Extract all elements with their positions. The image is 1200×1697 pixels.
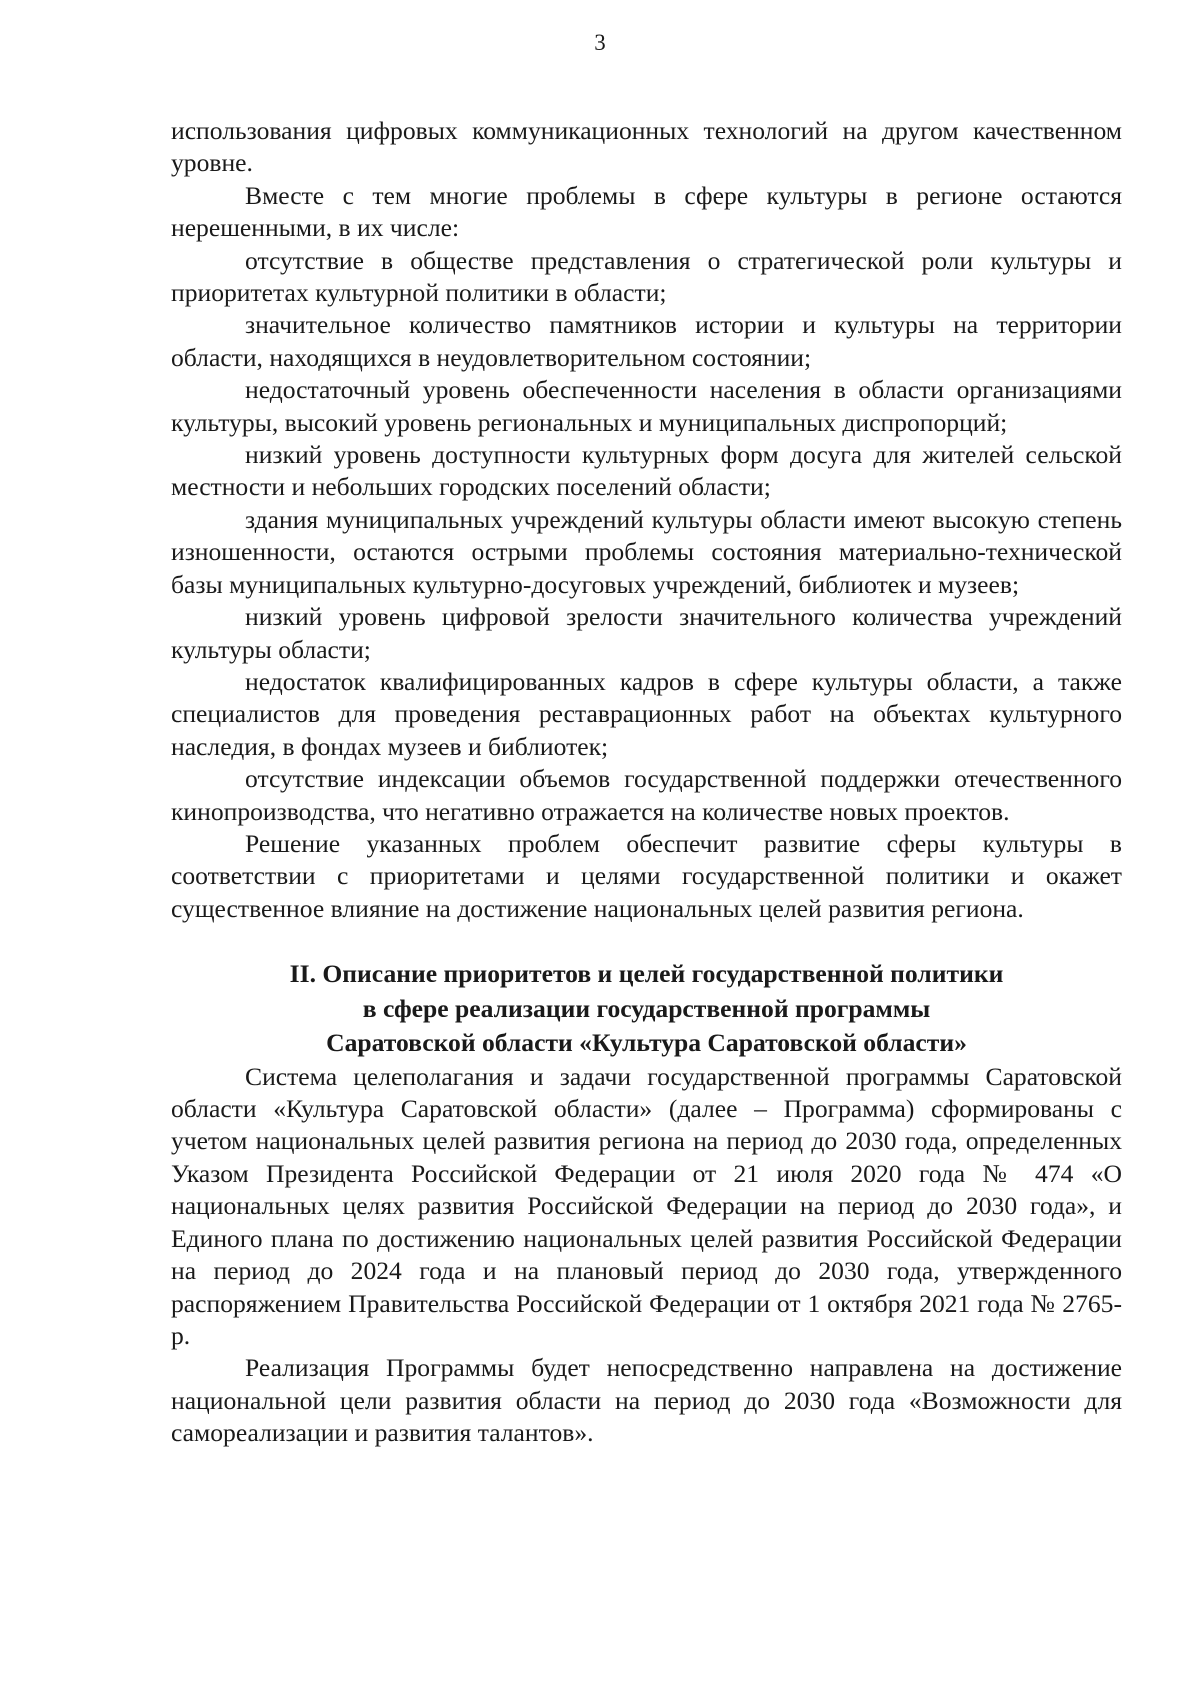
list-item-problem: низкий уровень доступности культурных форм досуга для жителей сельской местности и небольших городских поселений области; [171,440,1122,502]
list-item-problem: недостаточный уровень обеспеченности населения в области организациями культуры, высокий уровень региональных и муниципальных диспропорций; [171,375,1122,437]
paragraph-conclusion: Решение указанных проблем обеспечит развитие сферы культуры в соответствии с приоритетами и целями государственной политики и окажет существенное влияние на достижение национальных целей развития региона. [171,828,1122,923]
section-heading-line: в сфере реализации государственной программы [362,993,931,1023]
list-item-problem: отсутствие в обществе представления о стратегической роли культуры и приоритетах культурной политики в области; [171,245,1122,308]
document-body [171,115,1122,1450]
page-number: 3 [594,30,606,55]
section-heading-line: II. Описание приоритетов и целей государственной политики [289,959,1004,989]
list-item-problem: здания муниципальных учреждений культуры области имеют высокую степень изношенности, остаются острыми проблемы состояния материально-технической базы муниципальных культурно-досуговых учреждений, библиотек и музеев; [171,504,1122,599]
list-item-problem: низкий уровень цифровой зрелости значительного количества учреждений культуры области; [171,602,1122,664]
list-item-problem: отсутствие индексации объемов государственной поддержки отечественного кинопроизводства, что негативно отражается на количестве новых проектов. [171,764,1122,826]
paragraph-goal-system: Система целеполагания и задачи государственной программы Саратовской области «Культура Саратовской области» (далее – Программа) сформированы с учетом национальных целей развития региона на период до 2030 года, определенных Указом Президента Российской Федерации от 21 июля 2020 года № 474 «О национальных целях развития Российской Федерации на период до 2030 года», и Единого плана по достижению национальных целей развития Российской Федерации на период до 2024 года и на плановый период до 2030 года, утвержденного распоряжением Правительства Российской Федерации от 1 октября 2021 года № 2765-р. [171,1061,1122,1350]
list-item-problem: недостаток квалифицированных кадров в сфере культуры области, а также специалистов для проведения реставрационных работ на объектах культурного наследия, в фондах музеев и библиотек; [171,666,1122,761]
paragraph-implementation: Реализация Программы будет непосредственно направлена на достижение национальной цели развития области на период до 2030 года «Возможности для самореализации и развития талантов». [171,1353,1122,1448]
section-heading [171,957,1122,1061]
paragraph-continuation: использования цифровых коммуникационных технологий на другом качественном уровне. [171,116,1122,178]
paragraph-problems-intro: Вместе с тем многие проблемы в сфере культуры в регионе остаются нерешенными, в их числе: [171,180,1122,243]
list-item-problem: значительное количество памятников истории и культуры на территории области, находящихся в неудовлетворительном состоянии; [171,310,1122,372]
section-heading-line: Саратовской области «Культура Саратовской области» [326,1028,967,1058]
